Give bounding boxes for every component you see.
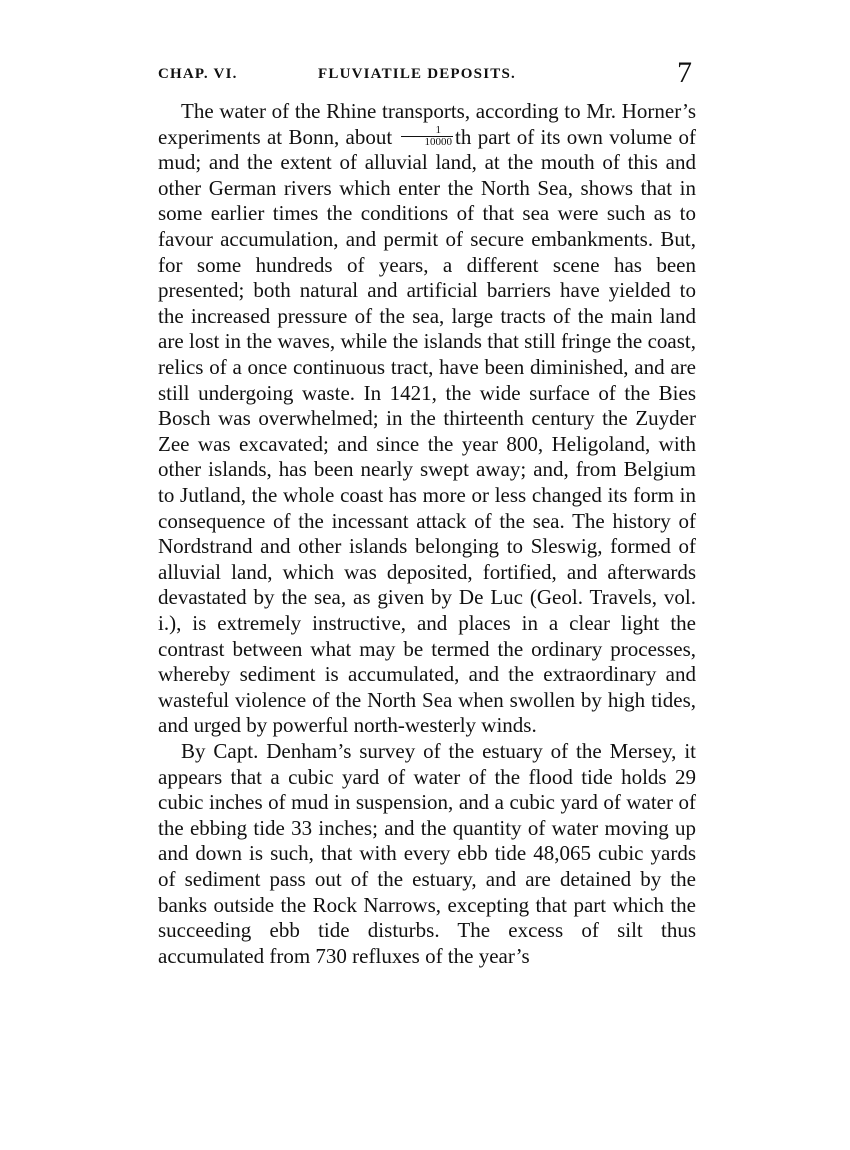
fraction-numerator: 1: [401, 125, 454, 137]
page-number: 7: [677, 56, 692, 89]
paragraph-rhine: [158, 99, 696, 739]
fraction-denominator: 10000: [424, 136, 453, 149]
running-head: [158, 58, 700, 92]
fraction: [401, 125, 454, 148]
chapter-label: CHAP. VI.: [158, 66, 238, 82]
paragraph-rhine-start: The water of the Rhine transports, according to Mr. Horner’s experiments at Bonn, about: [158, 99, 696, 149]
running-title: FLUVIATILE DEPOSITS.: [318, 66, 516, 82]
paragraph-mersey: By Capt. Denham’s survey of the estuary of the Mersey, it appears that a cubic yard of water of the flood tide holds 29 cubic inches of mud in suspension, and a cubic yard of water of the ebbing tide 33 inches; and the quantity of water moving up and down is such, that with every ebb tide 48,065 cubic yards of sediment pass out of the estuary, and are detained by the banks outside the Rock Narrows, excepting that part which the succeeding ebb tide disturbs. The excess of silt thus accumulated from 730 refluxes of the year’s: [158, 738, 696, 968]
body-text: [158, 99, 696, 969]
paragraph-rhine-rest: th part of its own volume of mud; and the extent of alluvial land, at the mouth of this and other German rivers which enter the North Sea, shows that in some earlier times the conditions of that sea were such as to favour accumulation, and permit of secure embankments. But, for some hundreds of years, a different scene has been presented; both natural and artificial barriers have yielded to the increased pressure of the sea, large tracts of the main land are lost in the waves, while the islands that still fringe the coast, relics of a once continuous tract, have been diminished, and are still undergoing waste. In 1421, the wide surface of the Bies Bosch was overwhelmed; in the thirteenth century the Zuyder Zee was excavated; and since the year 800, Heligoland, with other islands, has been nearly swept away; and, from Belgium to Jutland, the whole coast has more or less changed its form in consequence of the incessant attack of the sea. The history of Nordstrand and other islands belonging to Sleswig, formed of alluvial land, which was deposited, fortified, and afterwards devastated by the sea, as given by De Luc (Geol. Travels, vol. i.), is extremely instructive, and places in a clear light the contrast between what may be termed the ordinary processes, whereby sediment is accumulated, and the extraordinary and wasteful violence of the North Sea when swollen by high tides, and urged by powerful north-westerly winds.: [158, 124, 697, 738]
